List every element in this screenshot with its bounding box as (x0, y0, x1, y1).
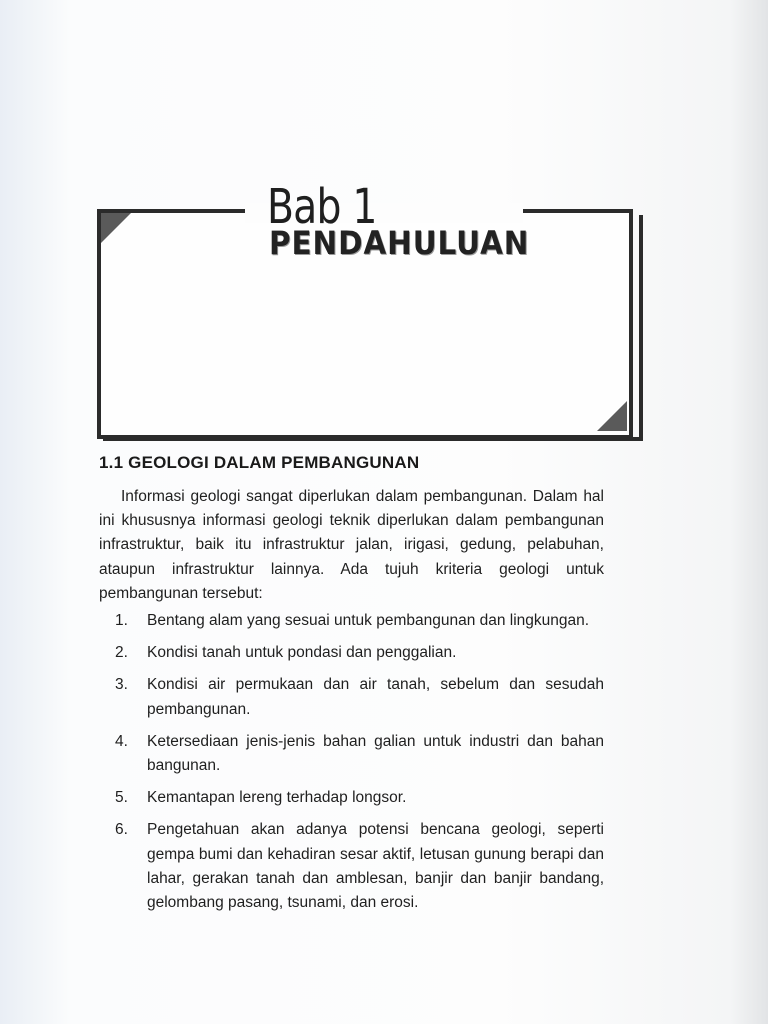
list-item (99, 673, 604, 721)
list-item-number: 6. (115, 821, 128, 839)
list-item-text: Kemantapan lereng terhadap longsor. (147, 789, 407, 807)
corner-triangle-top-left (101, 213, 131, 243)
list-item (99, 641, 604, 665)
list-item-text: Pengetahuan akan adanya potensi bencana geologi, seperti gempa bumi dan kehadiran sesar aktif, letusan gunung berapi dan lahar, gerakan tanah dan amblesan, banjir dan banjir bandang, gelombang pasang, tsunami, dan erosi. (147, 821, 604, 912)
list-item-text: Ketersediaan jenis-jenis bahan galian untuk industri dan bahan bangunan. (147, 732, 604, 775)
list-item (99, 730, 604, 778)
list-item (99, 818, 604, 915)
corner-triangle-bottom-right (597, 401, 627, 431)
list-item-text: Kondisi air permukaan dan air tanah, sebelum dan sesudah pembangunan. (147, 676, 604, 718)
chapter-banner (97, 179, 639, 437)
chapter-label: Bab 1 (267, 179, 377, 235)
list-item-number: 4. (115, 732, 128, 750)
list-item (99, 609, 604, 633)
list-item (99, 786, 604, 810)
chapter-title: PENDAHULUAN (269, 224, 530, 262)
list-item-text: Bentang alam yang sesuai untuk pembangunan dan lingkungan. (147, 612, 590, 629)
list-item-number: 2. (115, 644, 128, 662)
criteria-list (99, 609, 604, 923)
list-item-number: 1. (115, 612, 128, 629)
list-item-number: 5. (115, 789, 128, 807)
list-item-number: 3. (115, 676, 128, 694)
intro-paragraph-text: Informasi geologi sangat diperlukan dalam pembangunan. Dalam hal ini khususnya informasi geologi teknik diperlukan dalam pembangunan infrastruktur, baik itu infrastruktur jalan, irigasi, gedung, pelabuhan, ataupun infrastruktur lainnya. Ada tujuh kriteria geologi untuk pembangunan tersebut: (99, 488, 604, 602)
intro-paragraph (99, 485, 604, 606)
section-heading: 1.1 GEOLOGI DALAM PEMBANGUNAN (99, 453, 420, 472)
list-item-text: Kondisi tanah untuk pondasi dan penggalian. (147, 644, 457, 662)
